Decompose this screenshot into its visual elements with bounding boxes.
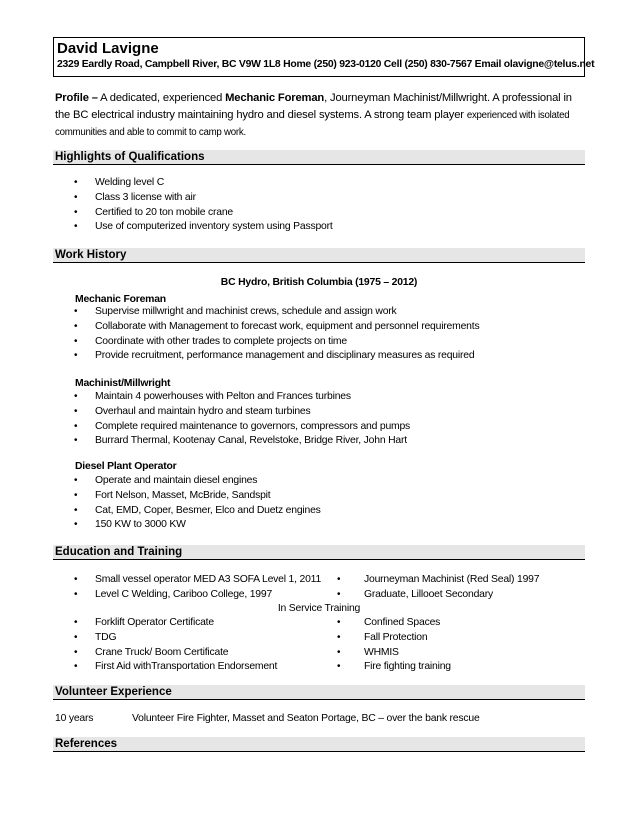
volunteer-row [55,712,480,726]
list-item: • Coordinate with other trades to complete projects on time [74,335,479,350]
list-item: • Fire fighting training [337,660,451,675]
list-item: • WHMIS [337,646,451,661]
profile-text-1: A dedicated, experienced [97,92,226,104]
list-item: • Crane Truck/ Boom Certificate [74,646,277,661]
list-item: • Welding level C [74,176,333,191]
bullet-icon: • [74,335,78,347]
bullet-icon: • [337,631,341,643]
list-item: • Confined Spaces [337,616,451,631]
bullet-icon: • [74,475,78,486]
bullet-icon: • [74,631,78,643]
contact-line: 2329 Eardly Road, Campbell River, BC V9W 1L8 Home (250) 923-0120 Cell (250) 830-7567 Email olavigne@telus.net [57,59,595,70]
bullet-icon: • [337,574,341,585]
bullet-icon: • [74,206,78,218]
list-item: • Burrard Thermal, Kootenay Canal, Revelstoke, Bridge River, John Hart [74,434,410,449]
list-item: • Maintain 4 powerhouses with Pelton and Frances turbines [74,390,410,405]
bullet-icon: • [337,661,341,673]
profile-role: Mechanic Foreman [225,92,325,104]
list-item: • TDG [74,631,277,646]
bullet-icon: • [337,646,341,658]
bullet-icon: • [74,306,78,317]
employer: BC Hydro, British Columbia (1975 – 2012) [220,277,418,288]
job-duties-list [74,305,479,364]
section-education: Education and Training [53,545,585,560]
list-item: • Cat, EMD, Coper, Besmer, Elco and Duetz engines [74,504,321,519]
list-item: • Certified to 20 ton mobile crane [74,206,333,221]
volunteer-years: 10 years [55,713,94,724]
education-list-right [337,573,539,603]
list-item: • Overhaul and maintain hydro and steam turbines [74,405,410,420]
list-item: • Journeyman Machinist (Red Seal) 1997 [337,573,539,588]
list-item: • Fall Protection [337,631,451,646]
bullet-icon: • [337,617,341,628]
bullet-icon: • [74,350,78,362]
job-title: Machinist/Millwright [75,378,171,389]
list-item: • Small vessel operator MED A3 SOFA Level 1, 2011 [74,573,321,588]
bullet-icon: • [74,661,78,673]
job-duties-list [74,474,321,533]
bullet-icon: • [74,405,78,417]
bullet-icon: • [337,588,341,600]
bullet-icon: • [74,588,78,600]
candidate-name: David Lavigne [57,40,159,57]
profile-paragraph [55,90,585,142]
list-item: • Complete required maintenance to governors, compressors and pumps [74,420,410,435]
profile-label: Profile – [55,92,98,104]
bullet-icon: • [74,221,78,233]
bullet-icon: • [74,177,78,188]
job-title: Diesel Plant Operator [75,461,177,472]
bullet-icon: • [74,435,78,447]
list-item: • Supervise millwright and machinist crews, schedule and assign work [74,305,479,320]
profile-text-3: experienced with isolated communities and able to commit to camp work. [55,109,570,138]
list-item: • Provide recruitment, performance management and disciplinary measures as required [74,349,479,364]
bullet-icon: • [74,420,78,432]
list-item: • Use of computerized inventory system using Passport [74,220,333,235]
bullet-icon: • [74,320,78,332]
list-item: • Class 3 license with air [74,191,333,206]
education-list-left [74,573,321,603]
bullet-icon: • [74,617,78,628]
bullet-icon: • [74,391,78,402]
bullet-icon: • [74,489,78,501]
list-item: • First Aid withTransportation Endorsement [74,660,277,675]
job-title: Mechanic Foreman [75,294,166,305]
list-item: • Forklift Operator Certificate [74,616,277,631]
bullet-icon: • [74,574,78,585]
bullet-icon: • [74,504,78,516]
profile-text-2: , Journeyman Machinist/Millwright. A professional in the BC electrical industry maintaining hydro and diesel systems. A strong team player [55,92,572,121]
list-item: • Fort Nelson, Masset, McBride, Sandspit [74,489,321,504]
highlights-list [74,176,333,235]
in-service-training-label: In Service Training [277,603,361,614]
list-item: • Graduate, Lillooet Secondary [337,588,539,603]
bullet-icon: • [74,519,78,531]
list-item: • Operate and maintain diesel engines [74,474,321,489]
service-list-right [337,616,451,675]
section-references: References [53,737,585,752]
list-item: • Level C Welding, Cariboo College, 1997 [74,588,321,603]
list-item: • 150 KW to 3000 KW [74,518,321,533]
section-highlights: Highlights of Qualifications [53,150,585,165]
volunteer-description: Volunteer Fire Fighter, Masset and Seaton Portage, BC – over the bank rescue [132,713,480,724]
bullet-icon: • [74,646,78,658]
list-item: • Collaborate with Management to forecast work, equipment and personnel requirements [74,320,479,335]
header-box [53,37,595,77]
bullet-icon: • [74,191,78,203]
job-duties-list [74,390,410,449]
service-list-left [74,616,277,675]
section-work-history: Work History [53,248,585,263]
section-volunteer: Volunteer Experience [53,685,585,700]
